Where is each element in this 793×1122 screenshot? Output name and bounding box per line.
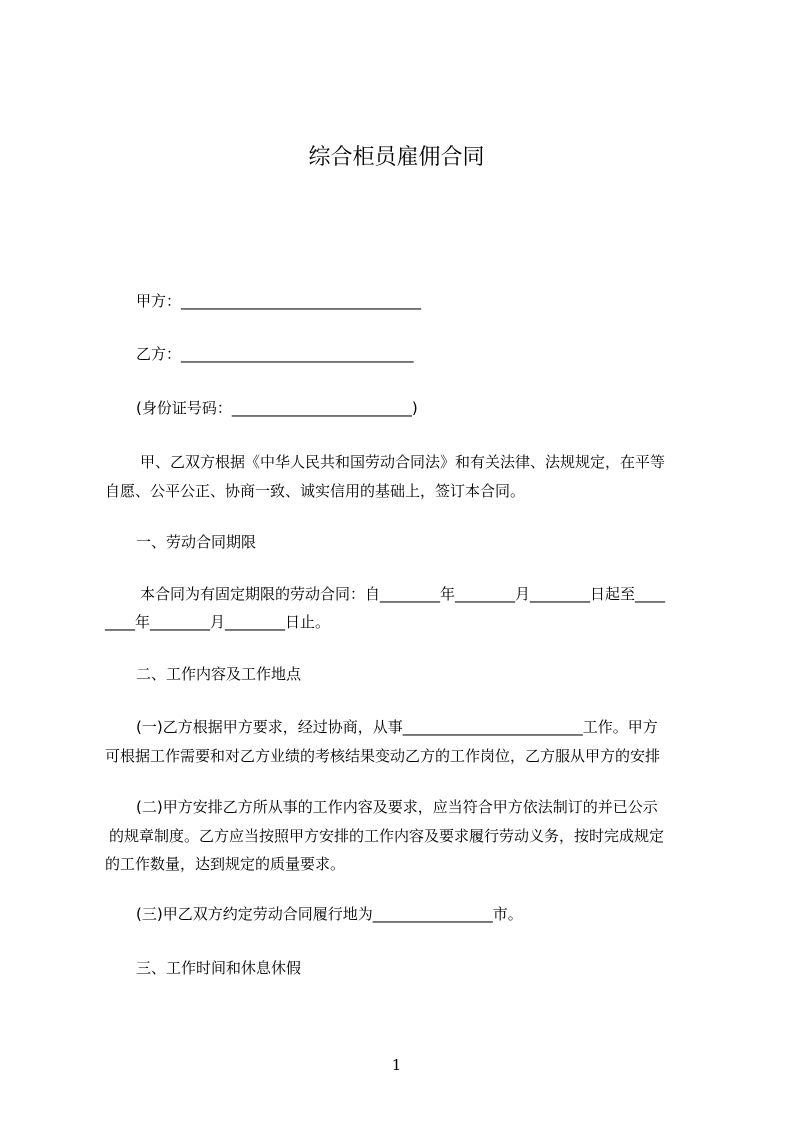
section-2-item-1-line-2: 可根据工作需要和对乙方业绩的考核结果变动乙方的工作岗位，乙方服从甲方的安排 — [105, 747, 661, 765]
section-1-paragraph-line-1: 本合同为有固定期限的劳动合同：自________年________月________日起至____ — [140, 585, 666, 603]
document-title: 综合柜员雇佣合同 — [308, 145, 485, 170]
section-3-heading: 三、工作时间和休息休假 — [136, 959, 302, 977]
intro-paragraph-line-2: 自愿、公平公正、协商一致、诚实信用的基础上，签订本合同。 — [105, 482, 526, 500]
section-2-item-3: (三)甲乙双方约定劳动合同履行地为________________市。 — [136, 905, 523, 923]
intro-paragraph-line-1: 甲、乙双方根据《中华人民共和国劳动合同法》和有关法律、法规规定，在平等 — [140, 453, 666, 471]
section-1-paragraph-line-2: ____年________月________日止。 — [105, 613, 331, 631]
section-2-item-2-line-3: 的工作数量，达到规定的质量要求。 — [105, 855, 346, 873]
section-2-heading: 二、工作内容及工作地点 — [136, 665, 302, 683]
id-number-line: (身份证号码：________________________) — [136, 399, 418, 417]
page-number: 1 — [391, 1056, 402, 1074]
section-1-heading: 一、劳动合同期限 — [136, 533, 257, 551]
section-2-item-1-line-1: (一)乙方根据甲方要求，经过协商，从事________________________工作。甲方 — [136, 718, 658, 736]
party-b-line: 乙方：_______________________________ — [136, 345, 414, 363]
party-a-line: 甲方：________________________________ — [136, 292, 422, 310]
section-2-item-2-line-1: (二)甲方安排乙方所从事的工作内容及要求，应当符合甲方依法制订的并已公示 — [136, 798, 658, 816]
section-2-item-2-line-2: 的规章制度。乙方应当按照甲方安排的工作内容及要求履行劳动义务，按时完成规定 — [109, 827, 665, 845]
